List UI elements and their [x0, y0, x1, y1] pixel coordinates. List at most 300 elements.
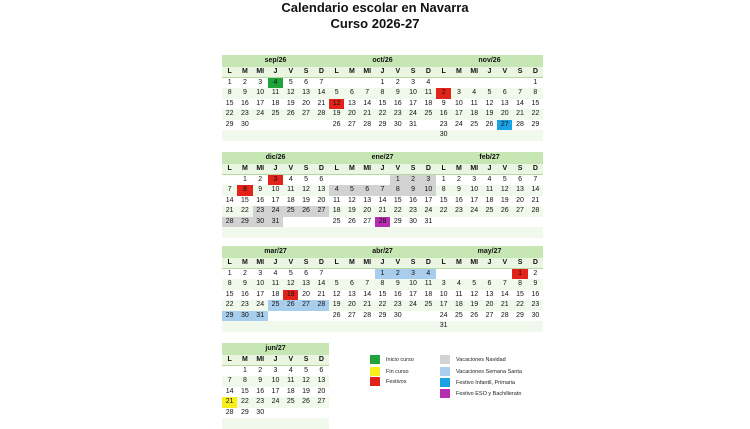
empty-cell	[283, 227, 298, 238]
day-cell: 5	[329, 88, 344, 99]
day-cell: 1	[227, 78, 232, 86]
day-cell: 12	[283, 88, 298, 99]
day-cell: 22	[222, 300, 237, 311]
day-cell: 10	[268, 185, 283, 196]
empty-cell	[298, 130, 313, 141]
day-cell: 7	[222, 185, 237, 196]
day-cell: 22	[237, 206, 252, 217]
day-cell: 14	[516, 99, 524, 107]
day-cell: 15	[393, 196, 402, 204]
day-cell: 29	[222, 311, 237, 322]
day-cell: 8	[237, 376, 252, 387]
empty-cell	[298, 418, 313, 429]
day-cell: 12	[283, 279, 298, 290]
day-cell: 12	[298, 376, 313, 387]
empty-cell	[375, 130, 390, 141]
day-cell: 13	[363, 196, 372, 204]
day-cell: 28	[528, 206, 543, 217]
day-cell: 30	[393, 120, 402, 128]
empty-cell	[283, 311, 298, 322]
day-cell: 13	[314, 376, 329, 387]
weekday-header: S	[512, 164, 527, 175]
day-cell: 19	[467, 300, 482, 311]
empty-cell	[451, 269, 466, 280]
day-cell: 9	[237, 279, 252, 290]
day-cell: 16	[393, 99, 402, 107]
day-cell: 24	[439, 311, 448, 319]
weekday-header: J	[375, 164, 390, 175]
empty-cell	[237, 227, 252, 238]
month-dic	[222, 152, 329, 238]
day-cell: 26	[298, 206, 313, 217]
weekday-header: L	[329, 164, 344, 175]
day-cell: 6	[319, 175, 324, 183]
day-cell: 2	[436, 88, 451, 99]
weekday-header: S	[298, 67, 313, 78]
day-cell: 15	[439, 196, 448, 204]
empty-cell	[298, 217, 313, 228]
day-cell: 19	[482, 109, 497, 120]
day-cell: 25	[283, 206, 298, 217]
empty-cell	[344, 130, 359, 141]
empty-cell	[222, 418, 237, 429]
day-cell: 15	[241, 387, 249, 395]
day-cell: 23	[253, 397, 268, 408]
day-cell: 6	[497, 88, 512, 99]
day-cell: 31	[409, 120, 417, 128]
day-cell: 27	[314, 397, 329, 408]
empty-cell	[329, 227, 344, 238]
title-line-1: Calendario escolar en Navarra	[281, 0, 469, 15]
weekday-header: M	[451, 258, 466, 269]
weekday-header: MI	[467, 67, 482, 78]
weekday-header: MI	[253, 355, 268, 366]
weekday-header: L	[436, 258, 451, 269]
empty-cell	[268, 408, 283, 419]
day-cell: 28	[225, 408, 234, 416]
weekday-header: L	[222, 355, 237, 366]
day-cell: 8	[222, 88, 237, 99]
weekday-header: S	[405, 164, 420, 175]
day-cell: 19	[302, 196, 310, 204]
empty-cell	[482, 130, 497, 141]
day-cell: 21	[222, 397, 237, 408]
day-cell: 11	[421, 279, 436, 290]
weekday-header: J	[268, 67, 283, 78]
empty-cell	[467, 321, 482, 332]
day-cell: 1	[390, 175, 405, 186]
empty-cell	[421, 130, 436, 141]
weekday-header: M	[344, 67, 359, 78]
empty-cell	[482, 78, 497, 89]
empty-cell	[436, 227, 451, 238]
day-cell: 27	[298, 109, 313, 120]
empty-cell	[268, 227, 283, 238]
day-cell: 21	[317, 290, 326, 298]
weekday-header: V	[283, 258, 298, 269]
month-grid	[436, 67, 543, 141]
day-cell: 1	[375, 269, 390, 280]
day-cell: 18	[424, 290, 433, 298]
weekday-header: MI	[360, 164, 375, 175]
empty-cell	[314, 217, 329, 228]
day-cell: 27	[298, 300, 313, 311]
day-cell: 13	[485, 290, 494, 298]
day-cell: 23	[237, 300, 252, 311]
day-cell: 22	[528, 109, 543, 120]
weekday-header: M	[344, 164, 359, 175]
day-cell: 29	[531, 120, 540, 128]
month-grid	[436, 258, 543, 332]
empty-cell	[283, 120, 298, 131]
legend-swatch-navidad	[440, 355, 450, 364]
day-cell: 28	[516, 120, 524, 128]
day-cell: 15	[225, 290, 234, 298]
empty-cell	[497, 78, 512, 89]
day-cell: 1	[242, 366, 247, 374]
empty-cell	[298, 227, 313, 238]
weekday-header: D	[421, 67, 436, 78]
empty-cell	[451, 227, 466, 238]
day-cell: 2	[242, 78, 247, 86]
day-cell: 11	[470, 99, 478, 107]
day-cell: 24	[421, 206, 436, 217]
day-cell: 7	[360, 279, 375, 290]
month-grid	[436, 164, 543, 238]
day-cell: 10	[405, 88, 420, 99]
empty-cell	[344, 175, 359, 186]
day-cell: 11	[482, 185, 497, 196]
day-cell: 25	[482, 206, 497, 217]
day-cell: 16	[241, 290, 249, 298]
day-cell: 14	[378, 196, 387, 204]
day-cell: 24	[268, 206, 283, 217]
day-cell: 27	[348, 120, 356, 128]
day-cell: 24	[405, 109, 420, 120]
empty-cell	[421, 321, 436, 332]
empty-cell	[375, 175, 390, 186]
weekday-header: V	[390, 164, 405, 175]
month-header: may/27	[436, 246, 543, 258]
weekday-header: MI	[360, 67, 375, 78]
day-cell: 5	[288, 269, 293, 277]
day-cell: 15	[225, 99, 234, 107]
empty-cell	[344, 269, 359, 280]
day-cell: 12	[497, 185, 512, 196]
title-line-2: Curso 2026-27	[330, 16, 420, 31]
empty-cell	[482, 321, 497, 332]
day-cell: 6	[319, 366, 324, 374]
day-cell: 18	[467, 109, 482, 120]
day-cell: 16	[241, 99, 249, 107]
empty-cell	[329, 269, 344, 280]
day-cell: 6	[482, 279, 497, 290]
legend-item-festivo-infantil	[440, 378, 515, 387]
day-cell: 7	[360, 88, 375, 99]
empty-cell	[268, 418, 283, 429]
day-cell: 17	[424, 196, 433, 204]
empty-cell	[482, 217, 497, 228]
weekday-header: J	[375, 258, 390, 269]
month-oct	[329, 55, 436, 141]
day-cell: 20	[482, 300, 497, 311]
weekday-header: S	[512, 258, 527, 269]
day-cell: 19	[302, 387, 310, 395]
day-cell: 26	[470, 311, 479, 319]
weekday-header: M	[344, 258, 359, 269]
day-cell: 8	[375, 279, 390, 290]
day-cell: 9	[405, 185, 420, 196]
empty-cell	[253, 227, 268, 238]
weekday-header: D	[314, 67, 329, 78]
weekday-header: J	[482, 258, 497, 269]
empty-cell	[436, 78, 451, 89]
empty-cell	[497, 227, 512, 238]
weekday-header: D	[528, 67, 543, 78]
day-cell: 11	[455, 290, 463, 298]
weekday-header: S	[405, 258, 420, 269]
day-cell: 1	[512, 269, 527, 280]
empty-cell	[528, 227, 543, 238]
day-cell: 6	[304, 78, 309, 86]
day-cell: 19	[329, 300, 344, 311]
day-cell: 18	[286, 387, 295, 395]
legend-swatch-inicio	[370, 355, 380, 364]
month-nov	[436, 55, 543, 141]
empty-cell	[436, 269, 451, 280]
empty-cell	[528, 217, 543, 228]
weekday-header: D	[314, 355, 329, 366]
empty-cell	[283, 217, 298, 228]
day-cell: 26	[348, 217, 356, 225]
day-cell: 30	[237, 311, 252, 322]
empty-cell	[405, 130, 420, 141]
day-cell: 1	[533, 78, 538, 86]
day-cell: 13	[500, 99, 509, 107]
day-cell: 29	[516, 311, 524, 319]
day-cell: 14	[363, 99, 372, 107]
day-cell: 13	[348, 99, 356, 107]
day-cell: 2	[405, 175, 420, 186]
day-cell: 5	[502, 175, 507, 183]
empty-cell	[253, 418, 268, 429]
weekday-header: S	[298, 258, 313, 269]
legend-label: Inicio curso	[386, 356, 414, 363]
weekday-header: MI	[467, 258, 482, 269]
empty-cell	[268, 130, 283, 141]
day-cell: 15	[241, 196, 249, 204]
day-cell: 29	[393, 217, 402, 225]
empty-cell	[283, 321, 298, 332]
day-cell: 14	[500, 290, 509, 298]
month-header: oct/26	[329, 55, 436, 67]
empty-cell	[436, 217, 451, 228]
legend-item-fin	[370, 367, 409, 376]
weekday-header: V	[390, 67, 405, 78]
day-cell: 4	[467, 88, 482, 99]
day-cell: 27	[512, 206, 527, 217]
legend-label: Fin curso	[386, 368, 409, 375]
day-cell: 23	[451, 206, 466, 217]
day-cell: 16	[393, 290, 402, 298]
day-cell: 1	[227, 269, 232, 277]
day-cell: 28	[363, 120, 372, 128]
empty-cell	[405, 227, 420, 238]
weekday-header: V	[497, 258, 512, 269]
month-mar	[222, 246, 329, 332]
weekday-header: L	[222, 164, 237, 175]
day-cell: 5	[288, 78, 293, 86]
empty-cell	[451, 217, 466, 228]
day-cell: 13	[298, 279, 313, 290]
day-cell: 8	[222, 279, 237, 290]
empty-cell	[390, 227, 405, 238]
day-cell: 10	[467, 185, 482, 196]
day-cell: 2	[533, 269, 538, 277]
day-cell: 18	[485, 196, 494, 204]
empty-cell	[360, 321, 375, 332]
day-cell: 23	[405, 206, 420, 217]
empty-cell	[222, 366, 237, 377]
day-cell: 25	[268, 109, 283, 120]
empty-cell	[390, 130, 405, 141]
empty-cell	[375, 321, 390, 332]
day-cell: 18	[271, 99, 280, 107]
empty-cell	[451, 130, 466, 141]
day-cell: 3	[405, 269, 420, 280]
day-cell: 15	[378, 99, 387, 107]
empty-cell	[298, 311, 313, 322]
day-cell: 18	[271, 290, 280, 298]
day-cell: 9	[237, 88, 252, 99]
day-cell: 5	[344, 185, 359, 196]
legend-label: Festivos	[386, 378, 407, 385]
day-cell: 27	[314, 206, 329, 217]
day-cell: 2	[395, 78, 400, 86]
day-cell: 13	[348, 290, 356, 298]
empty-cell	[268, 120, 283, 131]
empty-cell	[482, 227, 497, 238]
day-cell: 4	[329, 185, 344, 196]
weekday-header: D	[528, 164, 543, 175]
day-cell: 5	[482, 88, 497, 99]
day-cell: 3	[258, 269, 263, 277]
weekday-header: L	[329, 258, 344, 269]
day-cell: 25	[268, 300, 283, 311]
weekday-header: J	[482, 67, 497, 78]
empty-cell	[329, 130, 344, 141]
day-cell: 23	[237, 109, 252, 120]
day-cell: 8	[436, 185, 451, 196]
day-cell: 14	[225, 196, 234, 204]
month-header: nov/26	[436, 55, 543, 67]
day-cell: 11	[333, 196, 341, 204]
day-cell: 27	[497, 120, 512, 131]
day-cell: 18	[451, 300, 466, 311]
day-cell: 6	[360, 185, 375, 196]
month-sep	[222, 55, 329, 141]
month-header: jun/27	[222, 343, 329, 355]
day-cell: 3	[421, 175, 436, 186]
empty-cell	[360, 130, 375, 141]
empty-cell	[360, 78, 375, 89]
empty-cell	[360, 227, 375, 238]
empty-cell	[298, 408, 313, 419]
day-cell: 1	[441, 175, 446, 183]
month-feb	[436, 152, 543, 238]
weekday-header: V	[283, 67, 298, 78]
day-cell: 4	[487, 175, 492, 183]
day-cell: 11	[283, 185, 298, 196]
day-cell: 16	[409, 196, 417, 204]
day-cell: 24	[253, 109, 268, 120]
day-cell: 13	[298, 88, 313, 99]
day-cell: 22	[222, 109, 237, 120]
day-cell: 20	[317, 387, 326, 395]
day-cell: 19	[344, 206, 359, 217]
day-cell: 14	[314, 279, 329, 290]
weekday-header: M	[237, 258, 252, 269]
empty-cell	[283, 130, 298, 141]
weekday-header: D	[314, 164, 329, 175]
empty-cell	[497, 217, 512, 228]
day-cell: 6	[344, 279, 359, 290]
month-header: mar/27	[222, 246, 329, 258]
empty-cell	[421, 227, 436, 238]
month-ene	[329, 152, 436, 238]
empty-cell	[405, 321, 420, 332]
day-cell: 13	[512, 185, 527, 196]
weekday-header: D	[528, 258, 543, 269]
day-cell: 29	[237, 217, 252, 228]
day-cell: 28	[363, 311, 372, 319]
day-cell: 26	[485, 120, 494, 128]
day-cell: 31	[268, 217, 283, 228]
month-grid	[329, 164, 436, 238]
day-cell: 21	[512, 109, 527, 120]
empty-cell	[497, 321, 512, 332]
day-cell: 25	[332, 217, 341, 225]
day-cell: 17	[271, 196, 280, 204]
weekday-header: S	[405, 67, 420, 78]
day-cell: 17	[256, 99, 265, 107]
weekday-header: S	[298, 164, 313, 175]
empty-cell	[314, 120, 329, 131]
weekday-header: J	[375, 67, 390, 78]
weekday-header: V	[497, 67, 512, 78]
empty-cell	[482, 269, 497, 280]
weekday-header: J	[268, 164, 283, 175]
day-cell: 25	[455, 311, 463, 319]
day-cell: 3	[273, 366, 278, 374]
day-cell: 16	[455, 196, 463, 204]
legend-swatch-festivo-infantil	[440, 378, 450, 387]
weekday-header: M	[237, 355, 252, 366]
day-cell: 3	[451, 88, 466, 99]
day-cell: 10	[253, 279, 268, 290]
day-cell: 15	[516, 290, 524, 298]
day-cell: 7	[319, 269, 324, 277]
day-cell: 2	[258, 175, 263, 183]
day-cell: 4	[273, 269, 278, 277]
day-cell: 31	[436, 321, 451, 332]
day-cell: 22	[390, 206, 405, 217]
month-grid	[329, 258, 436, 332]
day-cell: 30	[393, 311, 402, 319]
empty-cell	[344, 78, 359, 89]
day-cell: 20	[344, 109, 359, 120]
weekday-header: L	[222, 67, 237, 78]
